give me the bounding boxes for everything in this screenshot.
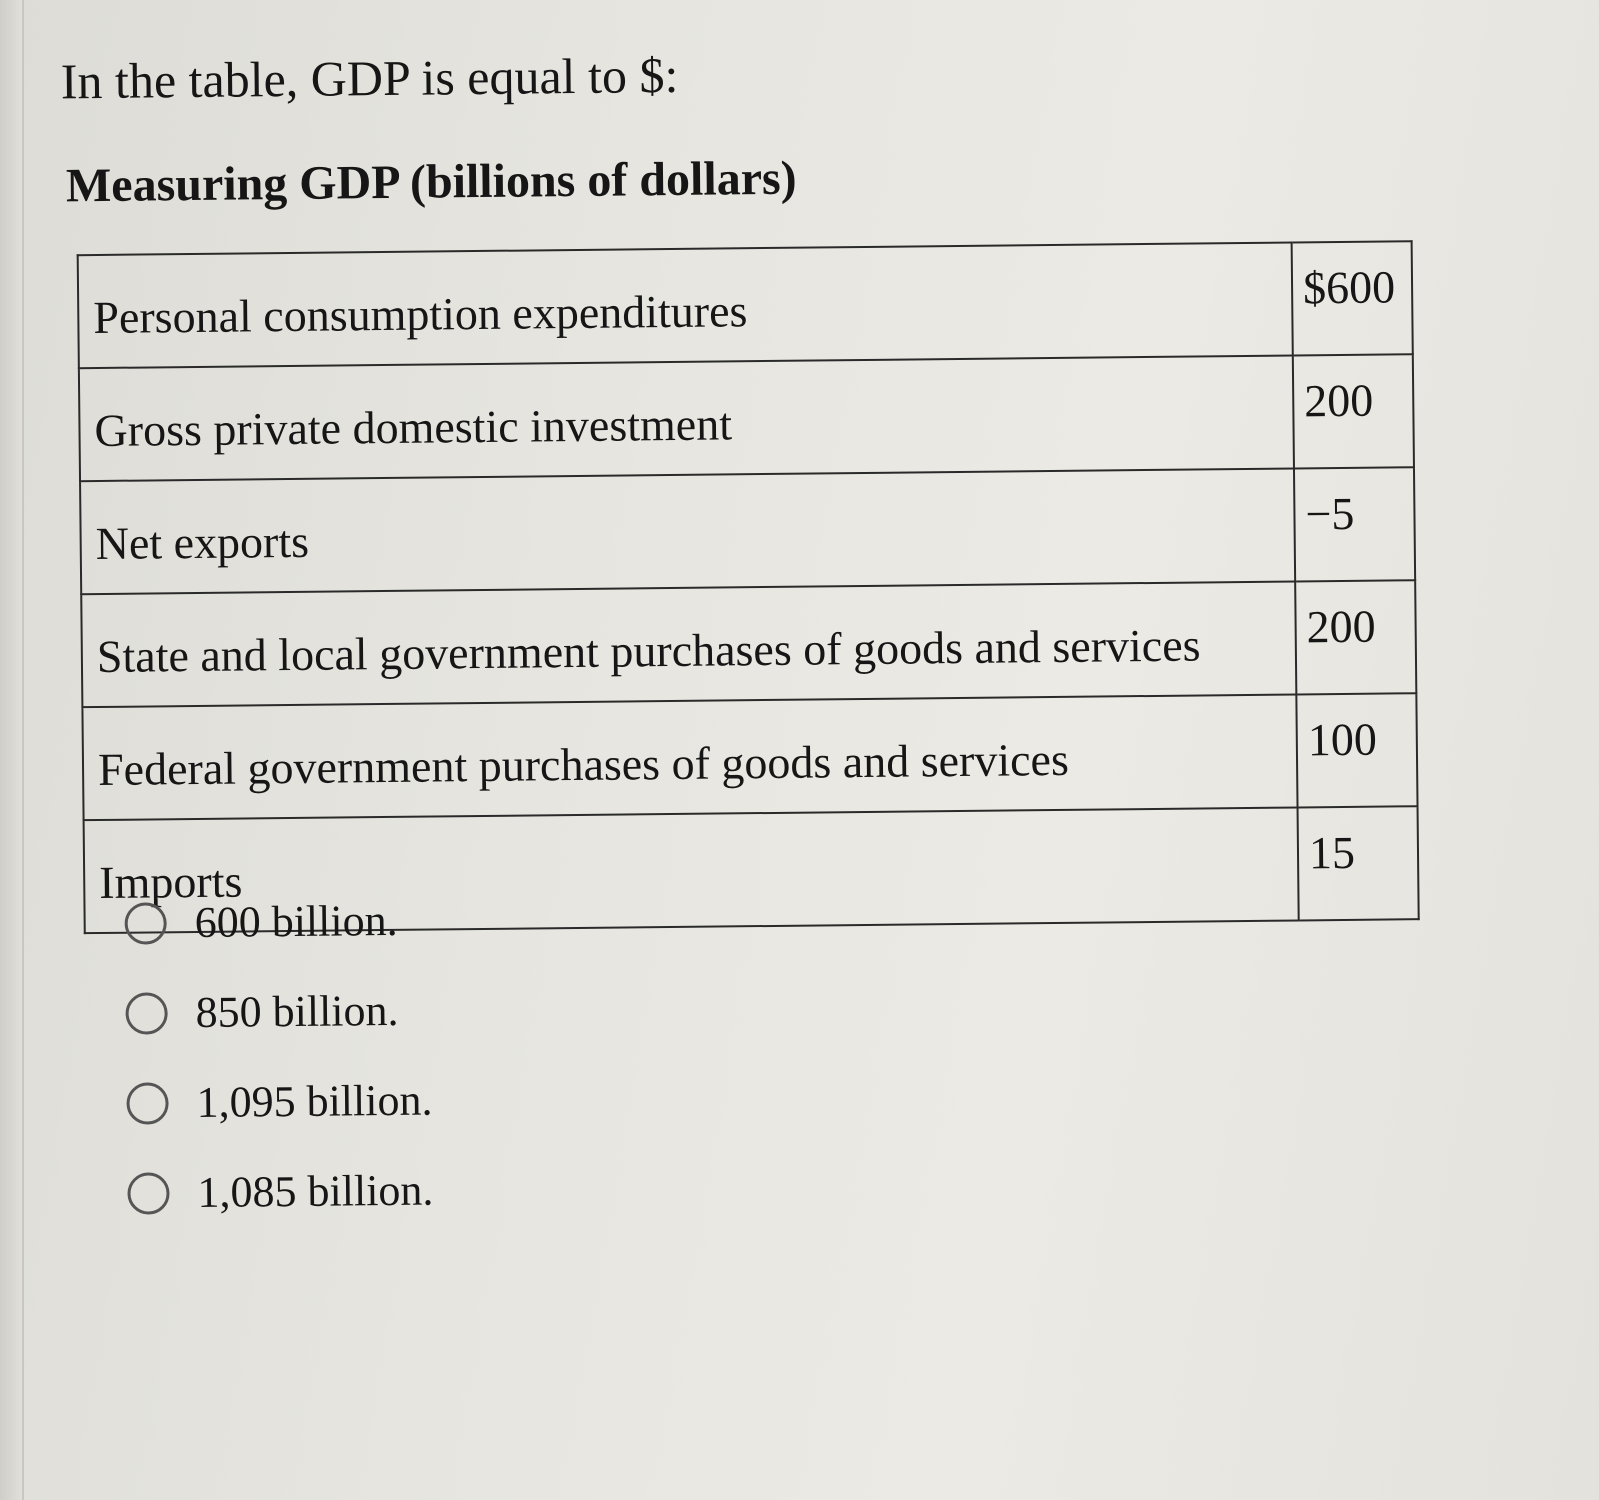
table-row	[81, 580, 1416, 707]
row-label: Imports	[84, 807, 1299, 933]
table-row	[82, 693, 1417, 820]
row-label: Gross private domestic investment	[79, 355, 1294, 481]
option-label[interactable]: 1,085 billion.	[197, 1165, 434, 1217]
option-label[interactable]: 600 billion.	[194, 895, 398, 948]
row-value: 200	[1293, 354, 1414, 468]
answer-option-600[interactable]	[124, 876, 431, 969]
option-label[interactable]: 850 billion.	[195, 985, 399, 1038]
answer-option-850[interactable]	[125, 966, 432, 1059]
answer-options	[124, 876, 434, 1239]
radio-button-icon[interactable]	[124, 902, 166, 944]
option-label[interactable]: 1,095 billion.	[196, 1075, 433, 1128]
table-title: Measuring GDP (billions of dollars)	[65, 151, 797, 213]
row-value: 200	[1295, 580, 1416, 694]
table-row	[79, 354, 1414, 481]
row-label: Federal government purchases of goods and services	[82, 694, 1297, 820]
row-label: Net exports	[80, 468, 1295, 594]
table-row	[80, 467, 1415, 594]
row-value: −5	[1294, 467, 1415, 581]
radio-button-icon[interactable]	[127, 1172, 169, 1214]
row-label: Personal consumption expenditures	[78, 242, 1293, 368]
gdp-table	[77, 240, 1420, 934]
row-value: $600	[1292, 241, 1413, 355]
answer-option-1085[interactable]	[127, 1146, 434, 1239]
answer-option-1095[interactable]	[126, 1056, 433, 1149]
radio-button-icon[interactable]	[126, 1082, 168, 1124]
table-row	[78, 241, 1413, 368]
row-label: State and local government purchases of goods and services	[81, 581, 1296, 707]
row-value: 100	[1296, 693, 1417, 807]
row-value: 15	[1298, 806, 1419, 920]
question-text: In the table, GDP is equal to $:	[60, 46, 679, 110]
radio-button-icon[interactable]	[125, 992, 167, 1034]
